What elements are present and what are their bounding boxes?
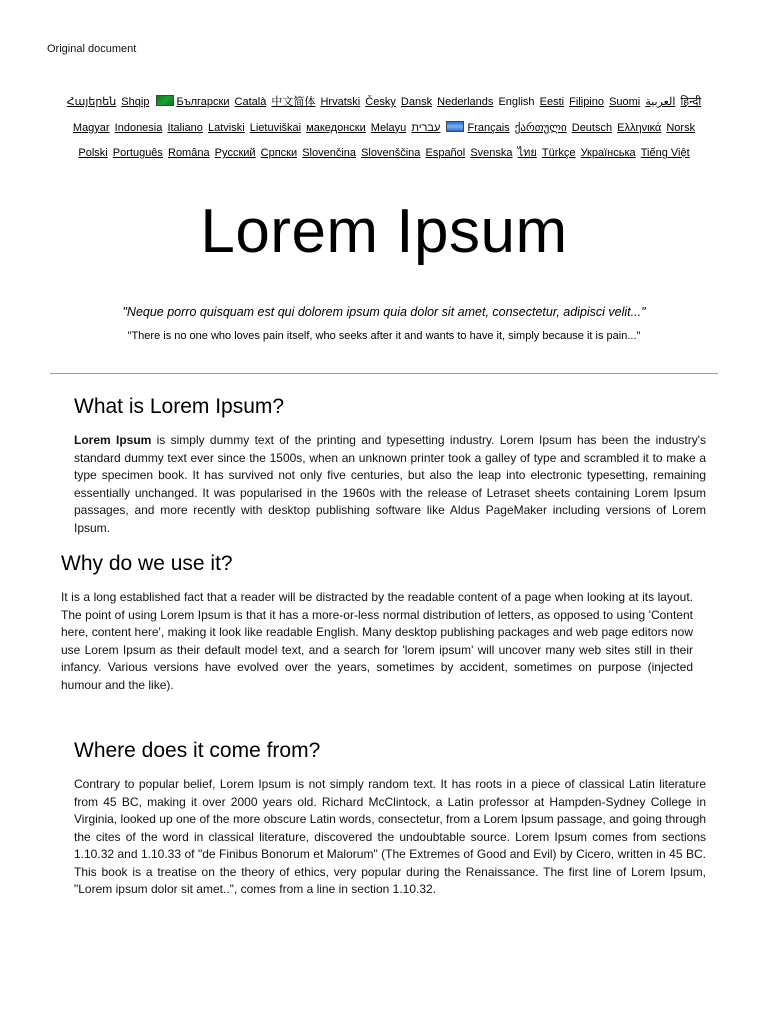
green-flag-icon [156,95,174,106]
where-from-heading: Where does it come from? [74,739,321,762]
language-link[interactable]: Indonesia [114,121,163,134]
language-link[interactable]: हिन्दी [680,96,702,108]
blue-flag-icon [446,121,464,132]
language-link[interactable]: Lietuviškai [249,121,302,134]
language-link[interactable]: Filipino [569,96,604,108]
language-link[interactable]: Српски [260,147,298,159]
language-link[interactable]: Latviski [207,121,245,134]
language-link[interactable]: Hrvatski [320,96,361,108]
english-quote: "There is no one who loves pain itself, who seeks after it and wants to have it, simply because it is pain..." [127,330,641,342]
language-link[interactable]: Melayu [370,121,407,134]
language-link[interactable]: ქართული [514,121,567,134]
language-link[interactable]: Türkçe [541,147,576,159]
language-link[interactable]: Italiano [167,121,203,134]
language-link: English [498,96,535,108]
language-link[interactable]: Dansk [400,96,433,108]
language-link[interactable]: Româna [168,147,210,159]
language-link[interactable]: Slovenščina [361,147,421,159]
language-selector [62,90,706,167]
why-use-paragraph: It is a long established fact that a reader will be distracted by the readable content of a page when looking at its layout. The point of using Lorem Ipsum is that it has a more-or-less normal distribution of letters, as opposed to using 'Content here, content here', making it look like readable English. Many desktop publishing packages and web page editors now use Lorem Ipsum as their default model text, and a search for 'lorem ipsum' will uncover many web sites still in their infancy. Various versions have evolved over the years, sometimes by accident, sometimes on purpose (injected humour and the like). [61,590,693,692]
page-title: Lorem Ipsum [200,197,568,266]
language-link[interactable]: العربية [645,96,676,108]
language-link[interactable]: Français [467,121,510,134]
language-link[interactable]: Norsk [666,121,696,134]
language-link[interactable]: Українська [580,147,636,159]
language-link[interactable]: Tiếng Việt [640,147,690,159]
language-link[interactable]: Magyar [72,121,110,134]
language-link[interactable]: Português [112,147,163,159]
original-document-label: Original document [47,43,137,55]
language-link[interactable]: Eesti [539,96,565,108]
latin-quote: "Neque porro quisquam est qui dolorem ipsum quia dolor sit amet, consectetur, adipisci velit..." [122,305,646,319]
what-is-bold-lead: Lorem Ipsum [74,433,152,447]
language-link[interactable]: македонски [306,121,366,134]
language-link[interactable]: Slovenčina [302,147,357,159]
language-link[interactable]: עברית [411,121,441,134]
language-link[interactable]: Suomi [609,96,641,108]
what-is-heading: What is Lorem Ipsum? [74,395,285,418]
language-link[interactable]: Svenska [470,147,513,159]
what-is-paragraph [74,432,706,537]
language-link[interactable]: Català [234,96,267,108]
what-is-body: is simply dummy text of the printing and typesetting industry. Lorem Ipsum has been the industry's standard dummy text ever since the 1500s, when an unknown printer took a galley of type and scrambled it to make a type specimen book. It has survived not only five centuries, but also the leap into electronic typesetting, remaining essentially unchanged. It was popularised in the 1960s with the release of Letraset sheets containing Lorem Ipsum passages, and more recently with desktop publishing software like Aldus PageMaker including versions of Lorem Ipsum. [74,433,706,535]
language-link[interactable]: Հայերեն [66,96,117,108]
language-link[interactable]: Ελληνικά [617,121,662,134]
language-link[interactable]: Deutsch [571,121,613,134]
language-link[interactable]: Español [425,147,466,159]
language-link[interactable]: Polski [78,147,108,159]
language-link[interactable]: 中文简体 [271,96,316,108]
where-from-paragraph: Contrary to popular belief, Lorem Ipsum is not simply random text. It has roots in a piece of classical Latin literature from 45 BC, making it over 2000 years old. Richard McClintock, a Latin professor at Hampden-Sydney College in Virginia, looked up one of the more obscure Latin words, consectetur, from a Lorem Ipsum passage, and going through the cites of the word in classical literature, discovered the undoubtable source. Lorem Ipsum comes from sections 1.10.32 and 1.10.33 of "de Finibus Bonorum et Malorum" (The Extremes of Good and Evil) by Cicero, written in 45 BC. This book is a treatise on the theory of ethics, very popular during the Renaissance. The first line of Lorem Ipsum, "Lorem ipsum dolor sit amet..", comes from a line in section 1.10.32. [74,777,706,896]
horizontal-divider [50,373,718,374]
language-link[interactable]: Pyccкий [214,147,256,159]
why-use-heading: Why do we use it? [61,552,233,575]
language-link[interactable]: Shqip [121,96,150,108]
language-link[interactable]: ไทย [517,147,537,159]
language-link[interactable]: Česky [365,96,396,108]
language-link[interactable]: Nederlands [437,96,494,108]
language-link[interactable]: Български [176,96,230,108]
